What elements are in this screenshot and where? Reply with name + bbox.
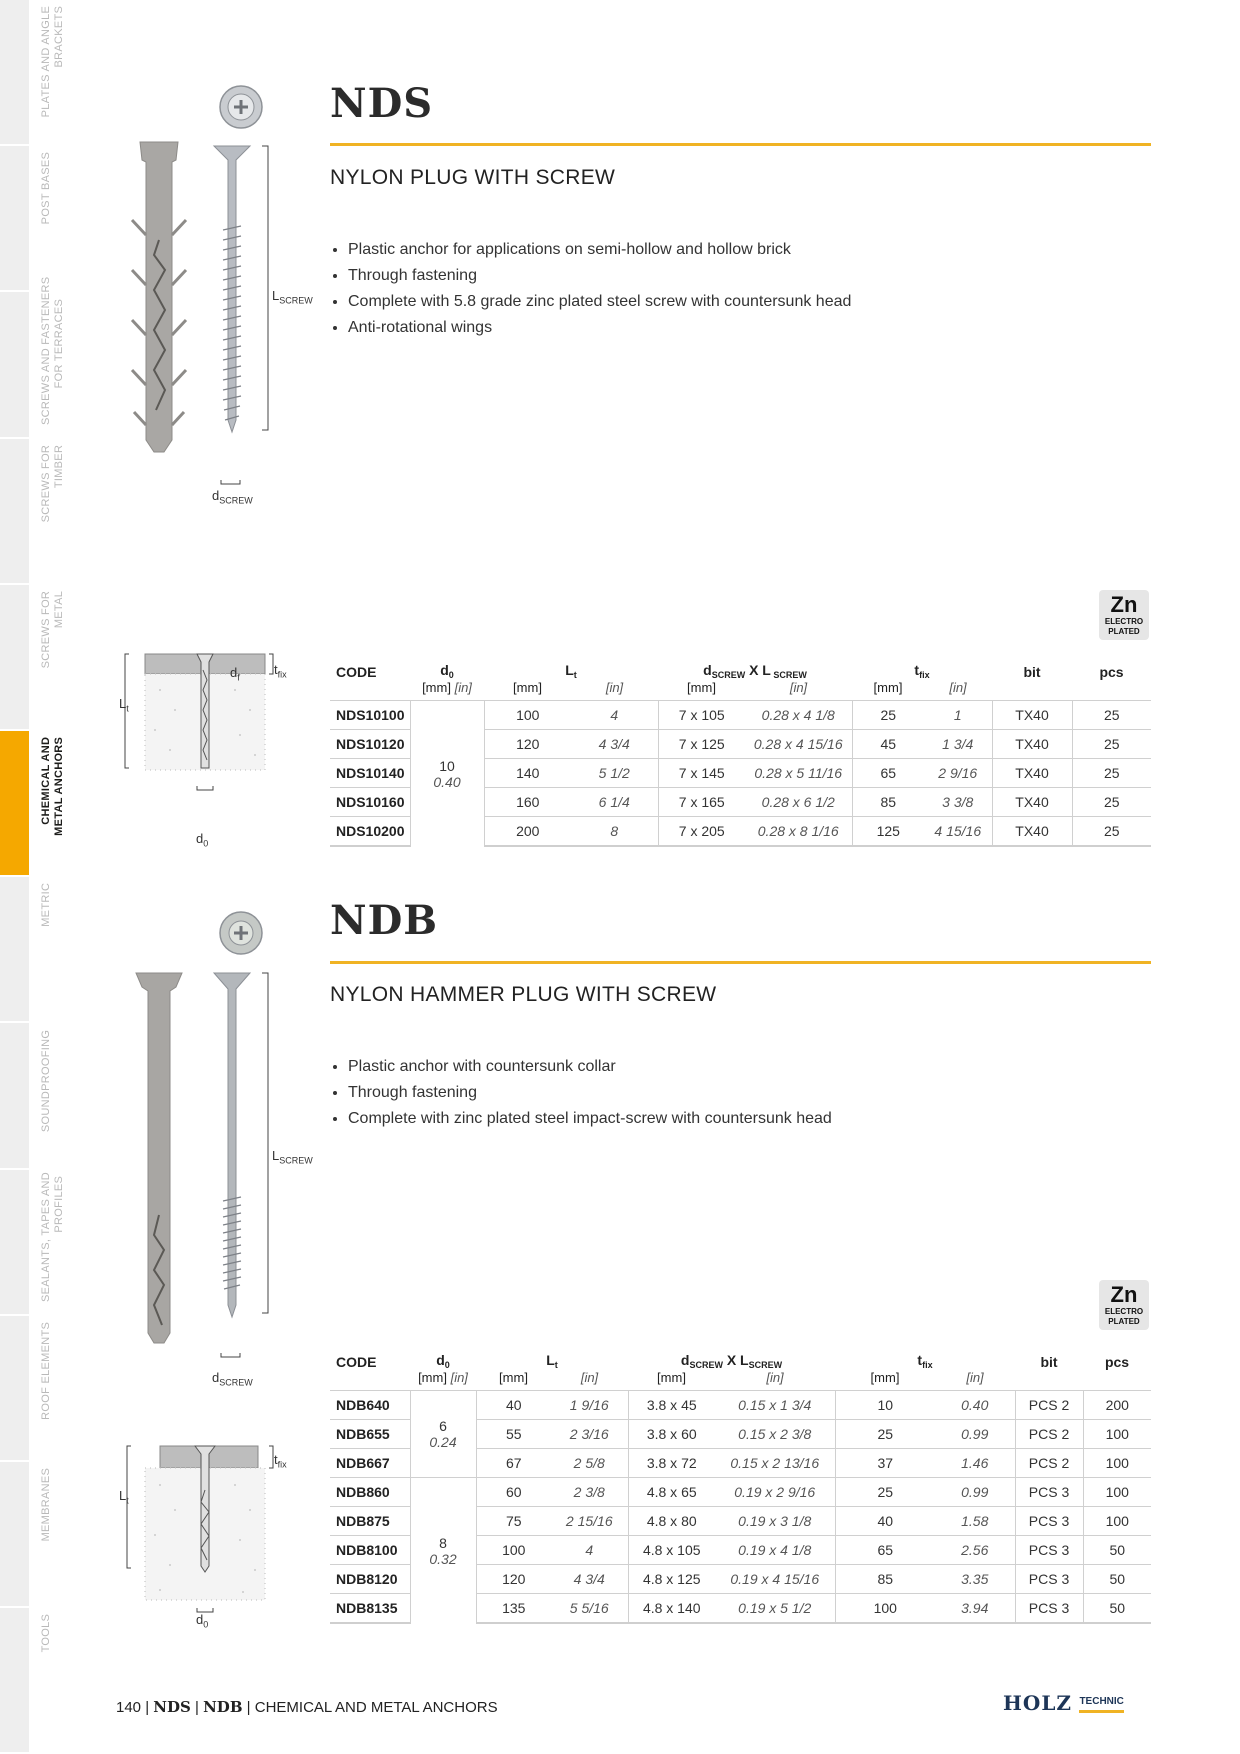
table-cell: 85 [852, 788, 924, 817]
col-dscrew: $d_{SCREW}$ X L $_{SCREW}$ [703, 662, 807, 680]
ndb-title: NDB [330, 897, 439, 944]
sidebar-tab-label: ROOF ELEMENTS [40, 1321, 52, 1420]
table-cell: NDB8120 [330, 1565, 410, 1594]
table-row [330, 1478, 1151, 1507]
table-cell: 0.19 x 3 1/8 [715, 1507, 835, 1536]
table-cell: NDS10120 [330, 730, 410, 759]
table-cell: NDB655 [330, 1420, 410, 1449]
col-d0: $d_0$ [436, 1352, 450, 1370]
table-row [330, 701, 1151, 730]
feature-item: • Anti-rotational wings [348, 315, 851, 341]
table-cell: 2 9/16 [924, 759, 992, 788]
table-cell: 0.99 [935, 1478, 1015, 1507]
sidebar-tab-label: MEMBRANES [40, 1468, 52, 1542]
table-cell: 0.19 x 5 1/2 [715, 1594, 835, 1624]
table-cell: NDB8135 [330, 1594, 410, 1624]
table-cell: 7 x 105 [658, 701, 745, 730]
holz-technic-logo: HOLZ TECHNIC [1003, 1691, 1124, 1715]
table-cell: 40 [835, 1507, 935, 1536]
footer-code-nds: NDS [153, 1698, 191, 1716]
table-cell: PCS 3 [1015, 1536, 1083, 1565]
table-cell: 100 [835, 1594, 935, 1624]
table-cell: 0.19 x 4 1/8 [715, 1536, 835, 1565]
table-cell: 67 [476, 1449, 551, 1478]
table-cell: 0.19 x 4 15/16 [715, 1565, 835, 1594]
unit-mm: [mm] [657, 1370, 686, 1385]
table-cell: 160 [484, 788, 571, 817]
unit-in: [in] [605, 680, 624, 695]
d0-cell: 10 0.40 [410, 701, 484, 847]
table-cell: 0.28 x 4 1/8 [745, 701, 852, 730]
table-cell: 7 x 165 [658, 788, 745, 817]
unit-in: [in] [966, 1370, 984, 1385]
table-cell: 0.15 x 2 13/16 [715, 1449, 835, 1478]
table-cell: 4 3/4 [551, 1565, 628, 1594]
table-cell: 100 [484, 701, 571, 730]
ndb-subtitle: NYLON HAMMER PLUG WITH SCREW [330, 983, 717, 1006]
table-cell: 1.46 [935, 1449, 1015, 1478]
table-cell: 4.8 x 105 [628, 1536, 715, 1565]
nds-df-label: $d_f$ [230, 665, 240, 683]
table-cell: PCS 3 [1015, 1565, 1083, 1594]
sidebar-tab[interactable] [0, 1023, 29, 1169]
table-cell: 3.8 x 60 [628, 1420, 715, 1449]
table-cell: 100 [1083, 1507, 1151, 1536]
table-cell: 1.58 [935, 1507, 1015, 1536]
table-cell: 120 [476, 1565, 551, 1594]
table-cell: PCS 3 [1015, 1594, 1083, 1624]
feature-item: • Complete with 5.8 grade zinc plated steel screw with countersunk head [348, 289, 851, 315]
col-tfix: $t_{fix}$ [917, 1352, 933, 1370]
table-cell: PCS 2 [1015, 1420, 1083, 1449]
table-cell: 50 [1083, 1565, 1151, 1594]
table-cell: 3 3/8 [924, 788, 992, 817]
col-d0: $d_0$ [440, 662, 454, 680]
table-cell: PCS 2 [1015, 1449, 1083, 1478]
table-cell: 25 [1072, 730, 1151, 759]
table-cell: 200 [1083, 1391, 1151, 1420]
d0-cell: 6 0.24 [410, 1391, 476, 1478]
nds-installation-diagram [115, 650, 295, 850]
table-cell: NDB875 [330, 1507, 410, 1536]
ndb-feature-list [330, 1054, 832, 1132]
sidebar-tab-label: SCREWS FOR METAL [40, 590, 65, 669]
table-cell: 85 [835, 1565, 935, 1594]
table-cell: NDS10140 [330, 759, 410, 788]
feature-item: • Plastic anchor for applications on semi-hollow and hollow brick [348, 237, 851, 263]
ndb-lscrew-label: $L_{SCREW}$ [272, 1148, 313, 1166]
sidebar-tab[interactable] [0, 1170, 29, 1316]
table-cell: 55 [476, 1420, 551, 1449]
ndb-d0-label: $d_0$ [196, 1612, 209, 1630]
table-cell: 5 1/2 [571, 759, 658, 788]
table-cell: 0.28 x 8 1/16 [745, 817, 852, 847]
table-cell: 200 [484, 817, 571, 847]
feature-item: • Plastic anchor with countersunk collar [348, 1054, 832, 1080]
page-footer: 140 | NDS | NDB | CHEMICAL AND METAL ANCHORS [116, 1698, 498, 1716]
screw-body [214, 146, 250, 432]
table-cell: 125 [852, 817, 924, 847]
sidebar-tab[interactable] [0, 439, 29, 585]
sidebar-tab-label: POST BASES [40, 152, 52, 225]
sidebar-tab-label: CHEMICAL AND METAL ANCHORS [40, 737, 65, 837]
table-cell: 65 [835, 1536, 935, 1565]
table-row [330, 1391, 1151, 1420]
table-cell: TX40 [992, 701, 1072, 730]
col-tfix: $t_{fix}$ [914, 662, 930, 680]
table-cell: 1 3/4 [924, 730, 992, 759]
table-cell: TX40 [992, 759, 1072, 788]
table-cell: 2 15/16 [551, 1507, 628, 1536]
col-pcs: pcs [1099, 664, 1124, 680]
col-pcs: pcs [1104, 1354, 1130, 1370]
table-cell: 0.15 x 1 3/4 [715, 1391, 835, 1420]
feature-item: • Through fastening [348, 263, 851, 289]
col-dscrew: $d_{SCREW}$ X $L_{SCREW}$ [680, 1352, 783, 1370]
table-cell: 140 [484, 759, 571, 788]
table-cell: 25 [1072, 759, 1151, 788]
sidebar-tab[interactable] [0, 292, 29, 438]
nds-title-rule [330, 143, 1151, 146]
table-cell: NDS10160 [330, 788, 410, 817]
table-cell: 25 [835, 1478, 935, 1507]
table-cell: PCS 2 [1015, 1391, 1083, 1420]
table-cell: 10 [835, 1391, 935, 1420]
ndb-installation-diagram [115, 1440, 295, 1640]
col-lt: $L_t$ [565, 662, 577, 680]
col-bit: bit [1023, 664, 1041, 680]
nds-subtitle: NYLON PLUG WITH SCREW [330, 166, 616, 189]
table-cell: NDS10200 [330, 817, 410, 847]
sidebar-tab-label: SCREWS AND FASTENERS FOR TERRACES [40, 276, 65, 425]
table-cell: 25 [835, 1420, 935, 1449]
ndb-tfix-label: $t_{fix}$ [274, 1452, 287, 1470]
table-cell: 25 [1072, 701, 1151, 730]
ndb-spec-table [330, 1344, 1151, 1624]
sidebar-tab-label: TOOLS [40, 1614, 52, 1653]
table-cell: 45 [852, 730, 924, 759]
nds-title: NDS [330, 80, 434, 127]
unit-in: [in] [789, 680, 808, 695]
table-cell: 2 3/16 [551, 1420, 628, 1449]
table-cell: PCS 3 [1015, 1507, 1083, 1536]
nds-tfix-label: $t_{fix}$ [274, 662, 287, 680]
table-cell: 1 9/16 [551, 1391, 628, 1420]
table-cell: TX40 [992, 788, 1072, 817]
table-cell: 25 [1072, 817, 1151, 847]
table-cell: NDB640 [330, 1391, 410, 1420]
table-cell: 120 [484, 730, 571, 759]
table-cell: PCS 3 [1015, 1478, 1083, 1507]
table-cell: 8 [571, 817, 658, 847]
unit-d0: [mm] [in] [418, 1370, 468, 1385]
table-cell: 4 [551, 1536, 628, 1565]
col-code: CODE [336, 1354, 377, 1370]
nds-zinc-badge: Zn ELECTRO PLATED [1099, 590, 1149, 640]
sidebar-tab[interactable] [0, 585, 29, 731]
unit-mm: [mm] [513, 680, 542, 695]
ndb-zinc-badge: Zn ELECTRO PLATED [1099, 1280, 1149, 1330]
nds-feature-list [330, 237, 851, 341]
table-cell: 37 [835, 1449, 935, 1478]
unit-mm: [mm] [873, 680, 903, 695]
table-cell: 40 [476, 1391, 551, 1420]
table-cell: 4.8 x 125 [628, 1565, 715, 1594]
col-bit: bit [1040, 1354, 1058, 1370]
sidebar-tab[interactable] [0, 1608, 29, 1754]
unit-d0: [mm] [in] [422, 680, 472, 695]
nds-lscrew-label: $L_{SCREW}$ [272, 288, 313, 306]
table-cell: 1 [924, 701, 992, 730]
d0-cell: 8 0.32 [410, 1478, 476, 1624]
ndb-title-rule [330, 961, 1151, 964]
table-cell: 0.28 x 5 11/16 [745, 759, 852, 788]
table-cell: 0.15 x 2 3/8 [715, 1420, 835, 1449]
sidebar-tab[interactable] [0, 731, 29, 877]
table-cell: 3.8 x 45 [628, 1391, 715, 1420]
table-cell: 60 [476, 1478, 551, 1507]
table-cell: 50 [1083, 1536, 1151, 1565]
table-cell: 3.94 [935, 1594, 1015, 1624]
sidebar-tab-label: SOUNDPROOFING [40, 1029, 52, 1132]
table-cell: 2 5/8 [551, 1449, 628, 1478]
ndb-dscrew-label: $d_{SCREW}$ [212, 1370, 253, 1388]
table-cell: 100 [1083, 1420, 1151, 1449]
table-cell: 0.40 [935, 1391, 1015, 1420]
footer-section: CHEMICAL AND METAL ANCHORS [254, 1699, 498, 1716]
sidebar-tab[interactable] [0, 0, 29, 146]
unit-in: [in] [949, 680, 967, 695]
table-cell: 7 x 205 [658, 817, 745, 847]
unit-mm: [mm] [499, 1370, 528, 1385]
table-cell: 100 [476, 1536, 551, 1565]
col-lt: $L_t$ [546, 1352, 558, 1370]
table-cell: 4.8 x 140 [628, 1594, 715, 1624]
sidebar-tab-label: SEALANTS, TAPES AND PROFILES [40, 1171, 65, 1302]
ndb-lt-label: $L_t$ [119, 1488, 129, 1506]
sidebar-tab-label: METRIC [40, 883, 52, 928]
sidebar-tab-label: PLATES AND ANGLE BRACKETS [40, 6, 65, 118]
table-cell: 0.99 [935, 1420, 1015, 1449]
table-cell: 50 [1083, 1594, 1151, 1624]
table-cell: 4 3/4 [571, 730, 658, 759]
table-cell: TX40 [992, 730, 1072, 759]
table-cell: 2.56 [935, 1536, 1015, 1565]
unit-in: [in] [766, 1370, 784, 1385]
nds-spec-table [330, 654, 1151, 847]
table-cell: NDS10100 [330, 701, 410, 730]
table-cell: 6 1/4 [571, 788, 658, 817]
nylon-hammer-plug [136, 973, 182, 1343]
nds-d0-label: $d_0$ [196, 831, 209, 849]
sidebar-tab[interactable] [0, 146, 29, 292]
unit-in: [in] [580, 1370, 599, 1385]
table-cell: 7 x 125 [658, 730, 745, 759]
sidebar-tab[interactable] [0, 1462, 29, 1608]
table-cell: 0.28 x 4 15/16 [745, 730, 852, 759]
page-number: 140 [116, 1699, 142, 1716]
unit-mm: [mm] [687, 680, 716, 695]
table-cell: NDB8100 [330, 1536, 410, 1565]
table-cell: 2 3/8 [551, 1478, 628, 1507]
table-cell: 0.28 x 6 1/2 [745, 788, 852, 817]
col-code: CODE [336, 664, 377, 680]
feature-item: • Complete with zinc plated steel impact-screw with countersunk head [348, 1106, 832, 1132]
table-cell: 75 [476, 1507, 551, 1536]
table-cell: 3.8 x 72 [628, 1449, 715, 1478]
table-cell: 4 [571, 701, 658, 730]
table-cell: 0.19 x 2 9/16 [715, 1478, 835, 1507]
unit-mm: [mm] [870, 1370, 900, 1385]
feature-item: • Through fastening [348, 1080, 832, 1106]
table-cell: 4.8 x 65 [628, 1478, 715, 1507]
table-cell: 7 x 145 [658, 759, 745, 788]
table-cell: NDB667 [330, 1449, 410, 1478]
table-cell: 65 [852, 759, 924, 788]
table-cell: 135 [476, 1594, 551, 1624]
footer-code-ndb: NDB [203, 1698, 243, 1716]
table-cell: 100 [1083, 1478, 1151, 1507]
table-cell: NDB860 [330, 1478, 410, 1507]
nds-lt-label: $L_t$ [119, 696, 129, 714]
nds-dscrew-label: $d_{SCREW}$ [212, 488, 253, 506]
impact-screw [214, 973, 250, 1317]
table-cell: 4 15/16 [924, 817, 992, 847]
table-cell: 25 [852, 701, 924, 730]
table-cell: 4.8 x 80 [628, 1507, 715, 1536]
table-cell: 3.35 [935, 1565, 1015, 1594]
sidebar-tab[interactable] [0, 877, 29, 1023]
table-cell: 25 [1072, 788, 1151, 817]
sidebar-tab-label: SCREWS FOR TIMBER [40, 444, 65, 523]
sidebar-tab[interactable] [0, 1316, 29, 1462]
table-cell: TX40 [992, 817, 1072, 847]
table-cell: 5 5/16 [551, 1594, 628, 1624]
table-cell: 100 [1083, 1449, 1151, 1478]
